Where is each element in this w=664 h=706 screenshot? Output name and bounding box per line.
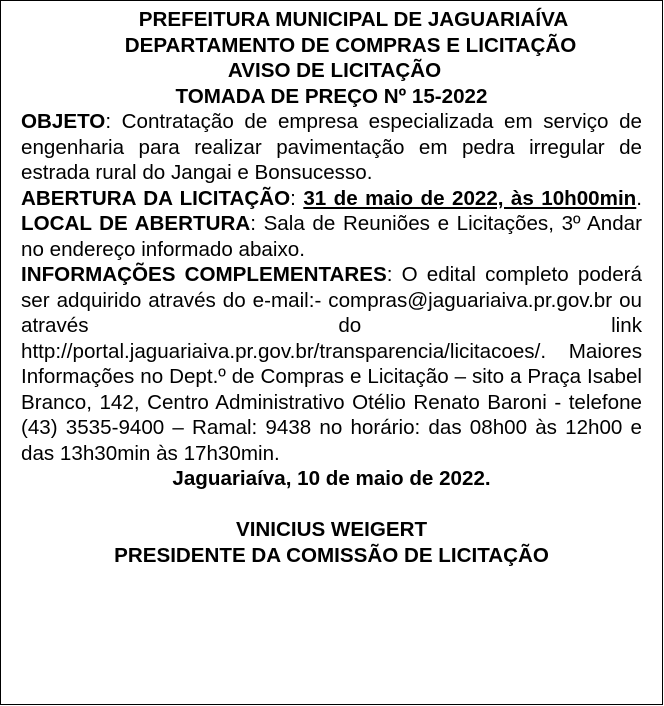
abertura-separator: : bbox=[290, 186, 304, 210]
informacoes-separator: : bbox=[386, 263, 393, 286]
objeto-paragraph bbox=[21, 109, 642, 186]
edital-link: http://portal.jaguariaiva.pr.gov.br/transparencia/licitacoes/ bbox=[21, 339, 541, 363]
informacoes-paragraph-b bbox=[21, 339, 642, 467]
abertura-after-date: . bbox=[636, 186, 642, 210]
place-date: Jaguariaíva, 10 de maio de 2022. bbox=[172, 467, 491, 490]
objeto-separator: : bbox=[105, 110, 112, 133]
notice-title: AVISO DE LICITAÇÃO bbox=[227, 59, 442, 82]
informacoes-text-a: O edital completo poderá ser adquirido através do e-mail:- compras@jaguariaiva.pr.gov.br ou através do link bbox=[21, 263, 642, 337]
municipality-title: PREFEITURA MUNICIPAL DE JAGUARIAÍVA bbox=[138, 8, 569, 31]
local-label: LOCAL DE ABERTURA bbox=[21, 212, 251, 235]
department-title: DEPARTAMENTO DE COMPRAS E LICITAÇÃO bbox=[124, 33, 577, 57]
abertura-paragraph bbox=[21, 186, 642, 263]
process-number: TOMADA DE PREÇO Nº 15-2022 bbox=[175, 84, 488, 108]
abertura-label: ABERTURA DA LICITAÇÃO bbox=[21, 186, 291, 210]
abertura-date: 31 de maio de 2022, às 10h00min bbox=[303, 186, 637, 210]
informacoes-label: INFORMAÇÕES COMPLEMENTARES bbox=[21, 263, 387, 286]
spacer bbox=[21, 492, 642, 518]
informacoes-paragraph-a bbox=[21, 262, 642, 339]
local-text: Sala de Reuniões e Licitações, 3º Andar no endereço informado abaixo. bbox=[21, 212, 642, 261]
objeto-text: Contratação de empresa especializada em serviço de engenharia para realizar pavimentação em pedra irregular de estrada rural do Jangai e Bonsucesso. bbox=[21, 110, 642, 184]
objeto-label: OBJETO bbox=[21, 110, 106, 133]
informacoes-text-b: . Maiores Informações no Dept.º de Compras e Licitação – sito a Praça Isabel Branco, 142, Centro Administrativo Otélio Renato Baroni - telefone (43) 3535-9400 – Ramal: 9438 no horário: das 08h00 às 12h00 e das 13h30min às 17h30min. bbox=[21, 339, 642, 465]
local-separator: : bbox=[250, 212, 256, 235]
signatory-role: PRESIDENTE DA COMISSÃO DE LICITAÇÃO bbox=[114, 543, 549, 567]
signatory-name: VINICIUS WEIGERT bbox=[235, 518, 428, 541]
